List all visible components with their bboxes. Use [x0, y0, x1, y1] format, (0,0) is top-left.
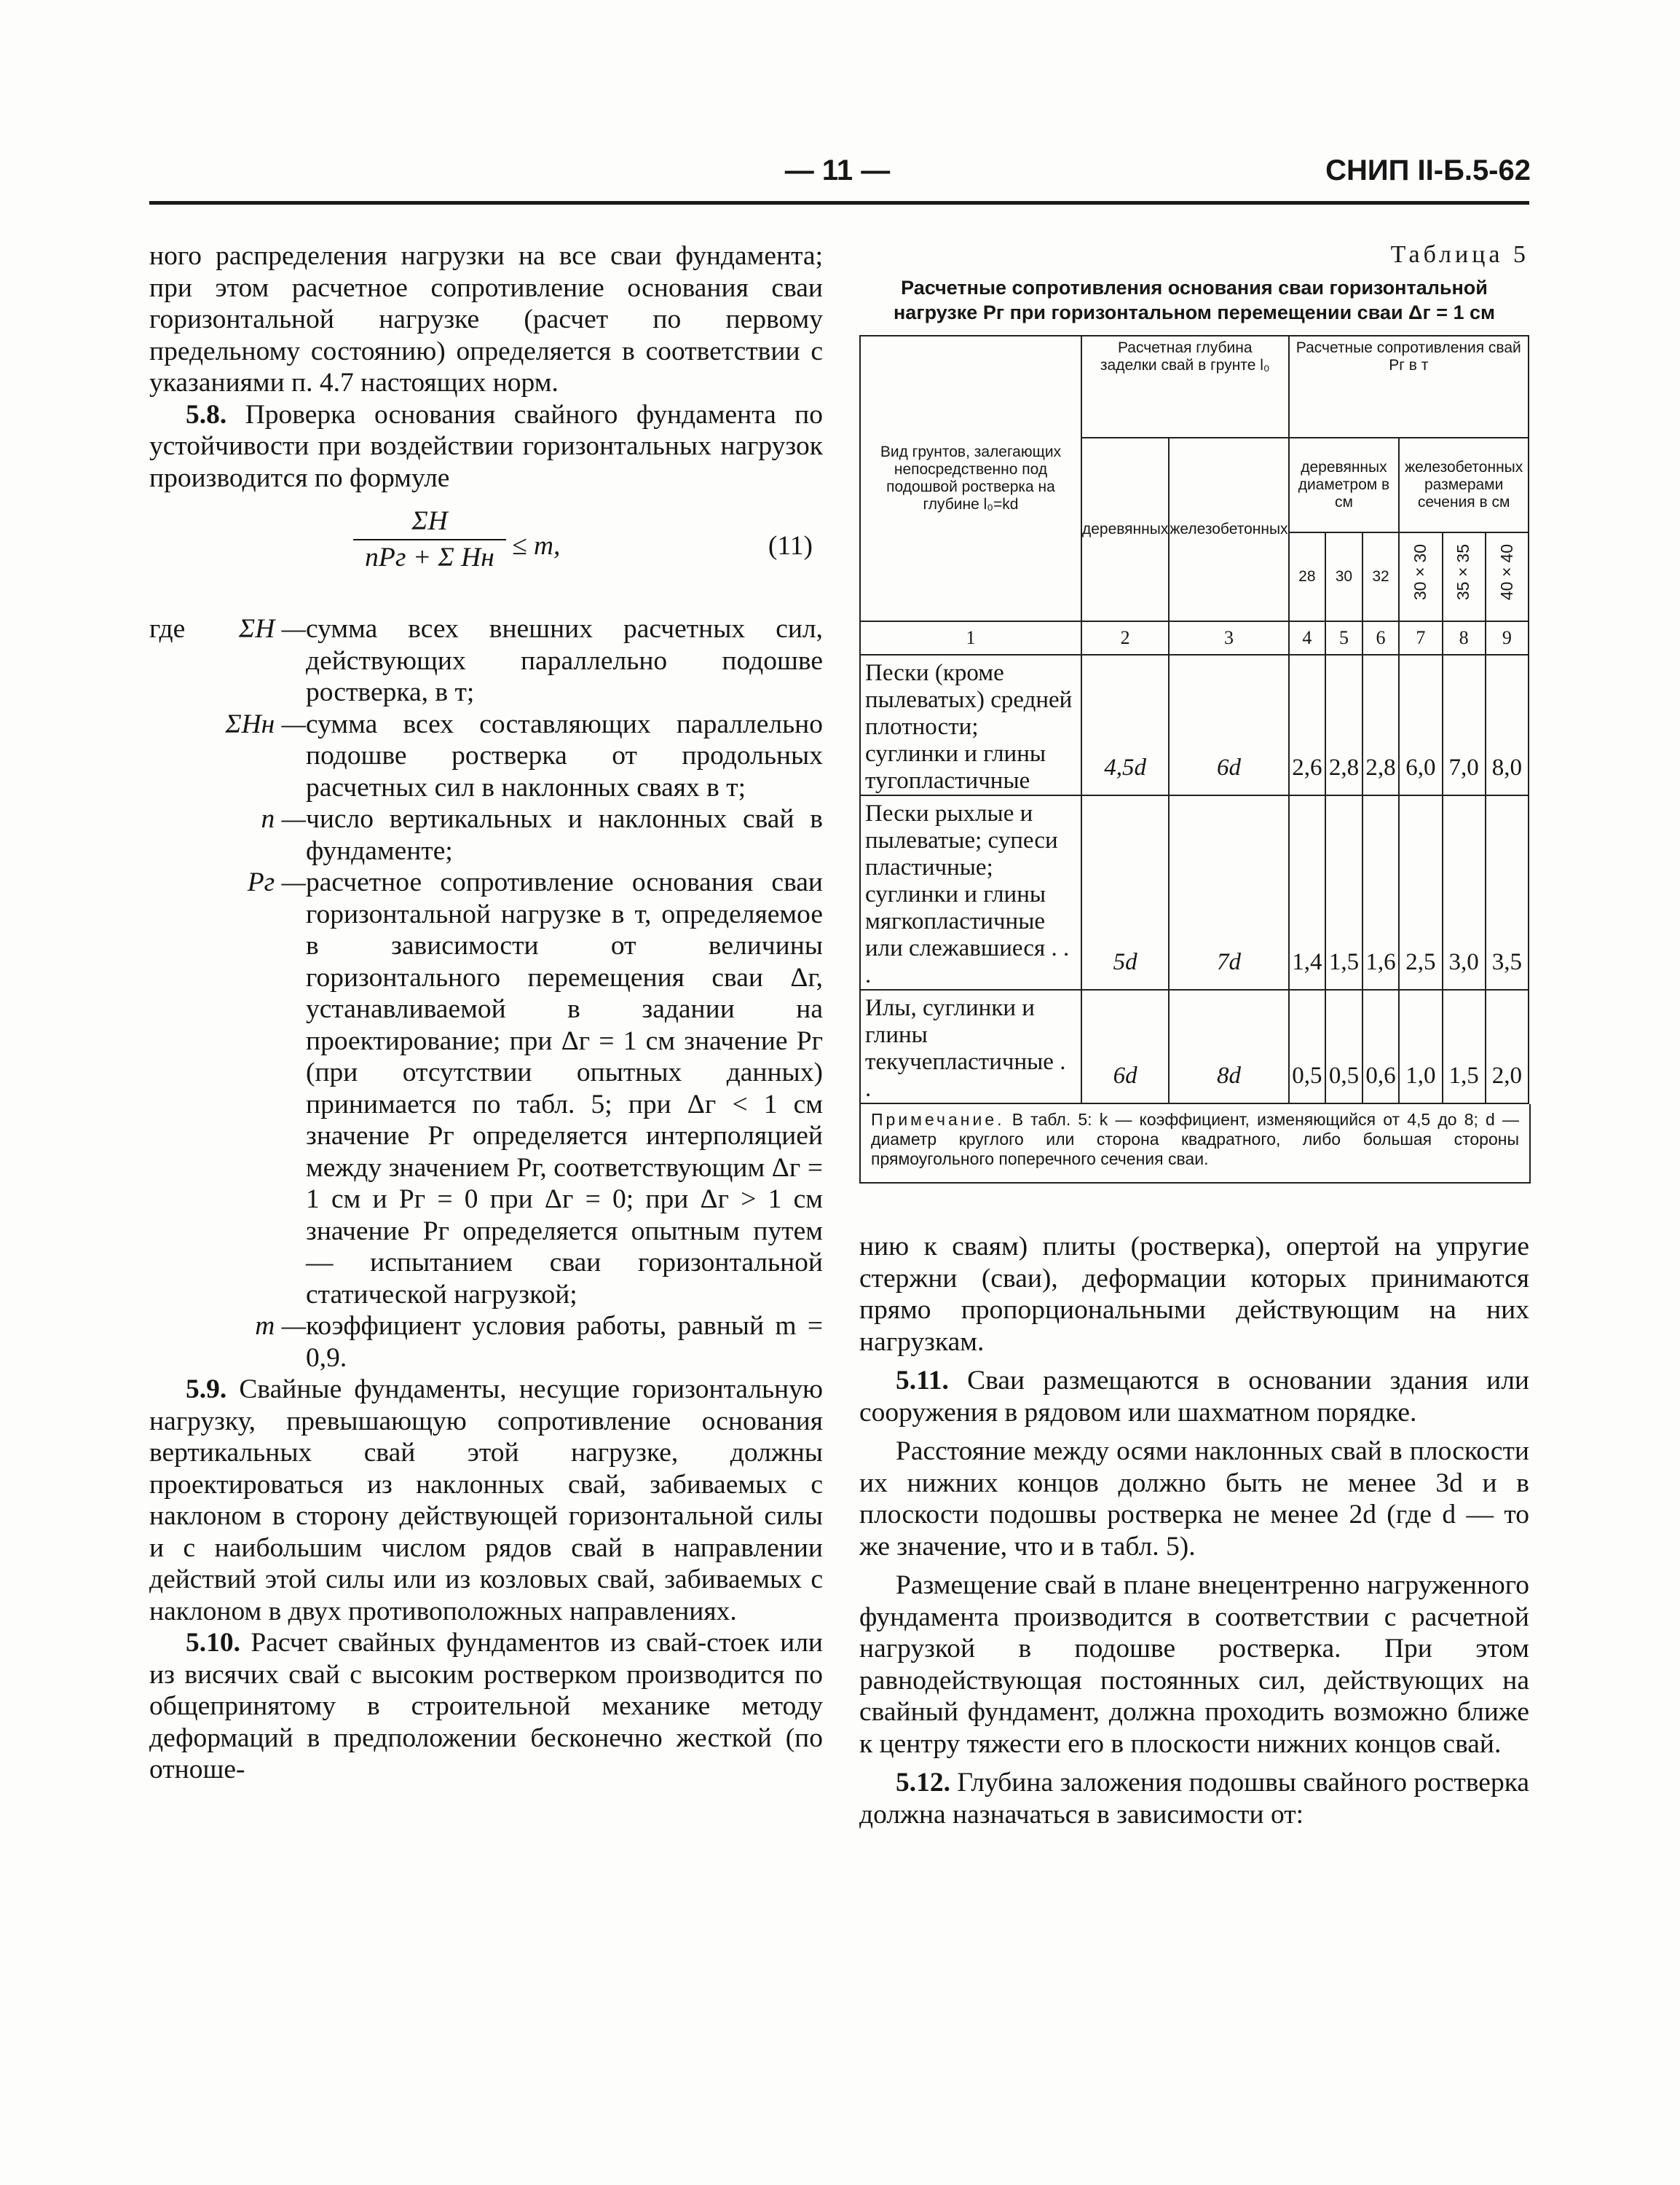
table-header-size: 30: [1325, 532, 1362, 621]
formula-11: [149, 505, 823, 600]
table-cell: 0,6: [1362, 990, 1400, 1103]
soil-type: Пески (кроме пылеватых) средней плотности; суглинки и глины тугопластичные: [860, 655, 1081, 795]
definition-term: n —: [261, 804, 306, 834]
table-cell: 1,5: [1325, 795, 1362, 990]
definition-term: где ΣH —: [149, 614, 306, 644]
table-5-block: [859, 240, 1529, 1184]
paragraph-text: Проверка основания свайного фундамента по устойчивости при воздействии горизонтальных нагрузок производится по формуле: [149, 399, 823, 493]
right-column-text: [859, 1231, 1529, 1830]
left-column: [149, 240, 823, 1786]
clause-number: 5.8.: [186, 399, 227, 430]
formula-relation: ≤ m,: [512, 531, 561, 561]
table-cell: 8,0: [1486, 655, 1529, 795]
paragraph-pile-spacing: Расстояние между осями наклонных свай в плоскости их нижних концов должно быть не менее 3d и в плоскости подошвы ростверка не менее 2d (где d — то же значение, что и в табл. 5).: [859, 1436, 1529, 1562]
clause-number: 5.9.: [186, 1374, 227, 1404]
column-number: 6: [1362, 621, 1400, 655]
table-cell: 1,5: [1443, 990, 1486, 1103]
column-number: 7: [1399, 621, 1442, 655]
table-5: [859, 335, 1529, 1104]
table-cell: 7,0: [1443, 655, 1486, 795]
table-title: Расчетные сопротивления основания сваи горизонтальной нагрузке Pг при горизонтальном перемещении сваи Δг = 1 см: [894, 277, 1495, 323]
column-number: 9: [1486, 621, 1529, 655]
page-number: — 11 —: [784, 154, 891, 186]
table-header-resistance: Расчетные сопротивления свай Pг в т: [1289, 336, 1529, 438]
table-cell: 2,8: [1325, 655, 1362, 795]
table-cell: 2,0: [1486, 990, 1529, 1103]
paragraph-5-10: [149, 1627, 823, 1786]
depth-rc: 8d: [1169, 990, 1288, 1103]
table-header-depth-wood: деревянных: [1081, 438, 1169, 621]
clause-number: 5.12.: [896, 1768, 950, 1798]
depth-wood: 4,5d: [1081, 655, 1169, 795]
table-header-size: 28: [1289, 532, 1326, 621]
paragraph-text: Свайные фундаменты, несущие горизонтальную нагрузку, превышающую сопротивление основания вертикальных свай этой нагрузке, должны проектироваться из наклонных свай, забиваемых с наклоном в сторону действующей горизонтальной силы и с наибольшим числом рядов свай в направлении действий этой силы или из козловых свай, забиваемых с наклоном в двух противоположных направлениях.: [149, 1374, 823, 1626]
header-rule: [149, 201, 1529, 205]
note-text: В табл. 5: k — коэффициент, изменяющийся от 4,5 до 8; d — диаметр круглого или сторона квадратного, либо большая стороны прямоугольного поперечного сечения сваи.: [871, 1109, 1519, 1168]
formula-numerator: ΣH: [353, 505, 506, 540]
column-number: 4: [1289, 621, 1326, 655]
table-row: [860, 795, 1529, 990]
definition-row: [149, 1310, 823, 1374]
table-cell: 3,0: [1443, 795, 1486, 990]
table-header-size: 32: [1362, 532, 1400, 621]
definition-term: ΣHн —: [225, 709, 306, 739]
table-cell: 1,6: [1362, 795, 1400, 990]
definition-term: Pг —: [247, 867, 306, 897]
document-code: СНИП II-Б.5-62: [1325, 154, 1531, 186]
table-row: [860, 990, 1529, 1103]
table-note: [859, 1104, 1531, 1184]
table-cell: 0,5: [1289, 990, 1326, 1103]
paragraph-text: Расчет свайных фундаментов из свай-стоек или из висячих свай с высоким ростверком производится по общепринятому в строительной механике методу деформаций в предположении бесконечно жесткой (по отноше-: [149, 1628, 823, 1784]
definition-row: [149, 709, 823, 804]
definition-text: число вертикальных и наклонных свай в фундаменте;: [306, 804, 823, 866]
definition-row: [149, 867, 823, 1310]
paragraph-5-11: [859, 1365, 1529, 1428]
column-number: 3: [1169, 621, 1288, 655]
depth-rc: 7d: [1169, 795, 1288, 990]
depth-wood: 5d: [1081, 795, 1169, 990]
table-cell: 2,6: [1289, 655, 1326, 795]
table-header-size: 35×35: [1443, 532, 1486, 621]
paragraph-5-12: [859, 1767, 1529, 1830]
paragraph-pile-placement: Размещение свай в плане внецентренно нагруженного фундамента производится в соответствии с расчетной нагрузкой в подошве ростверка. При этом равнодействующая постоянных сил, действующих на свайный фундамент, должна проходить возможно ближе к центру тяжести его в плоскости нижних концов свай.: [859, 1570, 1529, 1759]
soil-type: Пески рыхлые и пылеватые; супеси пластичные; суглинки и глины мягкопластичные или слежавшиеся . . .: [860, 795, 1081, 990]
soil-type: Илы, суглинки и глины текучепластичные . .: [860, 990, 1081, 1103]
definition-list: [149, 613, 823, 1374]
table-header-soil: Вид грунтов, залегающих непосредственно под подошвой ростверка на глубине l₀=kd: [860, 336, 1081, 621]
table-cell: 2,8: [1362, 655, 1400, 795]
table-caption: Таблица 5: [1390, 241, 1529, 268]
table-cell: 3,5: [1486, 795, 1529, 990]
paragraph-text: Глубина заложения подошвы свайного ростверка должна назначаться в зависимости от:: [859, 1768, 1529, 1830]
depth-rc: 6d: [1169, 655, 1288, 795]
table-cell: 1,0: [1399, 990, 1442, 1103]
definition-row: [149, 613, 823, 709]
column-number: 8: [1443, 621, 1486, 655]
column-number: 5: [1325, 621, 1362, 655]
definition-text: расчетное сопротивление основания сваи горизонтальной нагрузке в т, определяемое в зависимости от величины горизонтального перемещения сваи Δг, устанавливаемой в задании на проектирование; при Δг = 1 см значение Pг (при отсутствии опытных данных) принимается по табл. 5; при Δг < 1 см значение Pг определяется интерполяцией между значением Pг, соответствующим Δг = 1 см и Pг = 0 при Δг = 0; при Δг > 1 см значение Pг определяется опытным путем — испытанием сваи горизонтальной статической нагрузкой;: [306, 867, 823, 1310]
note-label: Примечание.: [871, 1109, 1005, 1129]
table-header-depth: Расчетная глубина заделки свай в грунте l₀: [1081, 336, 1289, 438]
formula-fraction: [353, 505, 506, 573]
depth-wood: 6d: [1081, 990, 1169, 1103]
definition-term: m —: [255, 1311, 306, 1341]
table-row: [860, 655, 1529, 795]
column-number: 1: [860, 621, 1081, 655]
table-cell: 1,4: [1289, 795, 1326, 990]
table-column-numbers: [860, 621, 1529, 655]
table-cell: 2,5: [1399, 795, 1442, 990]
paragraph-5-9: [149, 1374, 823, 1627]
definition-text: сумма всех внешних расчетных сил, действующих параллельно подошве ростверка, в т;: [306, 614, 823, 707]
column-number: 2: [1081, 621, 1169, 655]
definition-row: [149, 803, 823, 867]
clause-number: 5.11.: [896, 1366, 949, 1395]
table-header-depth-rc: железобетонных: [1169, 438, 1288, 621]
table-header-size: 40×40: [1486, 532, 1529, 621]
table-cell: 0,5: [1325, 990, 1362, 1103]
paragraph-continuation: ного распределения нагрузки на все сваи фундамента; при этом расчетное сопротивление основания сваи горизонтальной нагрузке (расчет по первому предельному состоянию) определяется в соответствии с указаниями п. 4.7 настоящих норм.: [149, 241, 823, 398]
clause-number: 5.10.: [186, 1628, 240, 1658]
definition-text: сумма всех составляющих параллельно подошве ростверка от продольных расчетных сил в наклонных сваях в т;: [306, 709, 823, 803]
equation-number: (11): [768, 531, 813, 561]
paragraph-5-8: [149, 399, 823, 495]
table-header-size: 30×30: [1399, 532, 1442, 621]
table-cell: 6,0: [1399, 655, 1442, 795]
definition-text: коэффициент условия работы, равный m = 0,9.: [306, 1311, 823, 1373]
where-word: где: [149, 614, 186, 644]
paragraph-continuation: нию к сваям) плиты (ростверка), опертой на упругие стержни (сваи), деформации которых принимаются прямо пропорциональными действующим на них нагрузкам.: [859, 1232, 1529, 1357]
table-header-wood: деревянных диаметром в см: [1289, 438, 1400, 532]
table-header-rc: железобетонных размерами сечения в см: [1399, 438, 1529, 532]
formula-denominator: nPг + Σ Hн: [365, 542, 494, 572]
paragraph-text: Сваи размещаются в основании здания или сооружения в рядовом или шахматном порядке.: [859, 1366, 1529, 1428]
